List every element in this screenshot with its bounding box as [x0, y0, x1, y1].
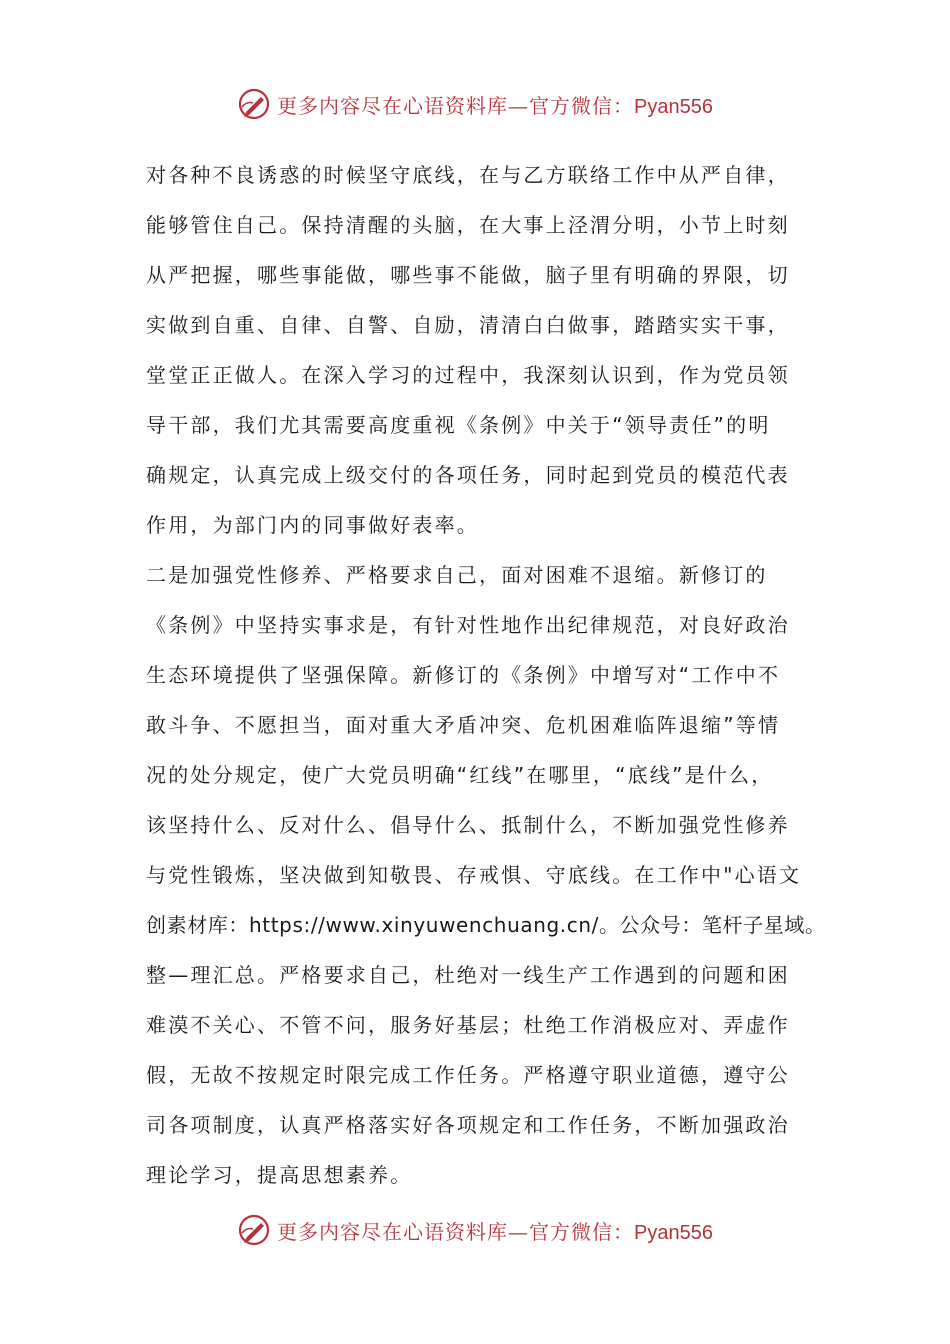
text-line: 对各种不良诱惑的时候坚守底线，在与乙方联络工作中从严自律，: [146, 163, 790, 187]
header-wechat-id: Pyan556: [634, 95, 713, 118]
text-line: 假，无故不按规定时限完成工作任务。严格遵守职业道德，遵守公: [146, 1063, 790, 1087]
text-line: 创素材库：https://www.xinyuwenchuang.cn/。公众号：笔杆子星域。: [146, 913, 826, 937]
text-line: 该坚持什么、反对什么、倡导什么、抵制什么，不断加强党性修养: [146, 813, 790, 837]
text-line: 与党性锻炼，坚决做到知敬畏、存戒惧、守底线。在工作中"心语文: [146, 863, 802, 887]
text-line: 导干部，我们尤其需要高度重视《条例》中关于“领导责任”的明: [146, 413, 771, 437]
text-line: 确规定，认真完成上级交付的各项任务，同时起到党员的模范代表: [146, 463, 790, 487]
text-line: 敢斗争、不愿担当，面对重大矛盾冲突、危机困难临阵退缩”等情: [146, 713, 781, 737]
text-line: 难漠不关心、不管不问，服务好基层；杜绝工作消极应对、弄虚作: [146, 1013, 790, 1037]
page-footer-banner: [0, 1210, 950, 1250]
text-line: 能够管住自己。保持清醒的头脑，在大事上泾渭分明，小节上时刻: [146, 213, 790, 237]
text-line: 作用，为部门内的同事做好表率。: [146, 513, 479, 537]
text-line: 整—理汇总。严格要求自己，杜绝对一线生产工作遇到的问题和困: [146, 963, 790, 987]
footer-brand-label: 更多内容尽在心语资料库—官方微信：: [277, 1219, 635, 1244]
header-brand-text: [277, 90, 713, 119]
footer-brand-text: [277, 1216, 713, 1245]
text-line: 生态环境提供了坚强保障。新修订的《条例》中增写对“工作中不: [146, 663, 781, 687]
text-line: 况的处分规定，使广大党员明确“红线”在哪里，“底线”是什么，: [146, 763, 774, 787]
footer-wechat-id: Pyan556: [634, 1221, 713, 1244]
text-line: 理论学习，提高思想素养。: [146, 1163, 413, 1187]
text-line: 司各项制度，认真严格落实好各项规定和工作任务，不断加强政治: [146, 1113, 790, 1137]
text-line: 二是加强党性修养、严格要求自己，面对困难不退缩。新修订的: [146, 563, 768, 587]
text-line: 从严把握，哪些事能做，哪些事不能做，脑子里有明确的界限，切: [146, 263, 790, 287]
text-line: 堂堂正正做人。在深入学习的过程中，我深刻认识到，作为党员领: [146, 363, 790, 387]
page-header-banner: [0, 84, 950, 124]
document-body: [146, 150, 826, 1200]
pen-circle-logo-icon: [237, 87, 271, 121]
text-line: 实做到自重、自律、自警、自励，清清白白做事，踏踏实实干事，: [146, 313, 790, 337]
header-brand-label: 更多内容尽在心语资料库—官方微信：: [277, 93, 635, 118]
text-line: 《条例》中坚持实事求是，有针对性地作出纪律规范，对良好政治: [146, 613, 790, 637]
pen-circle-logo-icon: [237, 1213, 271, 1247]
